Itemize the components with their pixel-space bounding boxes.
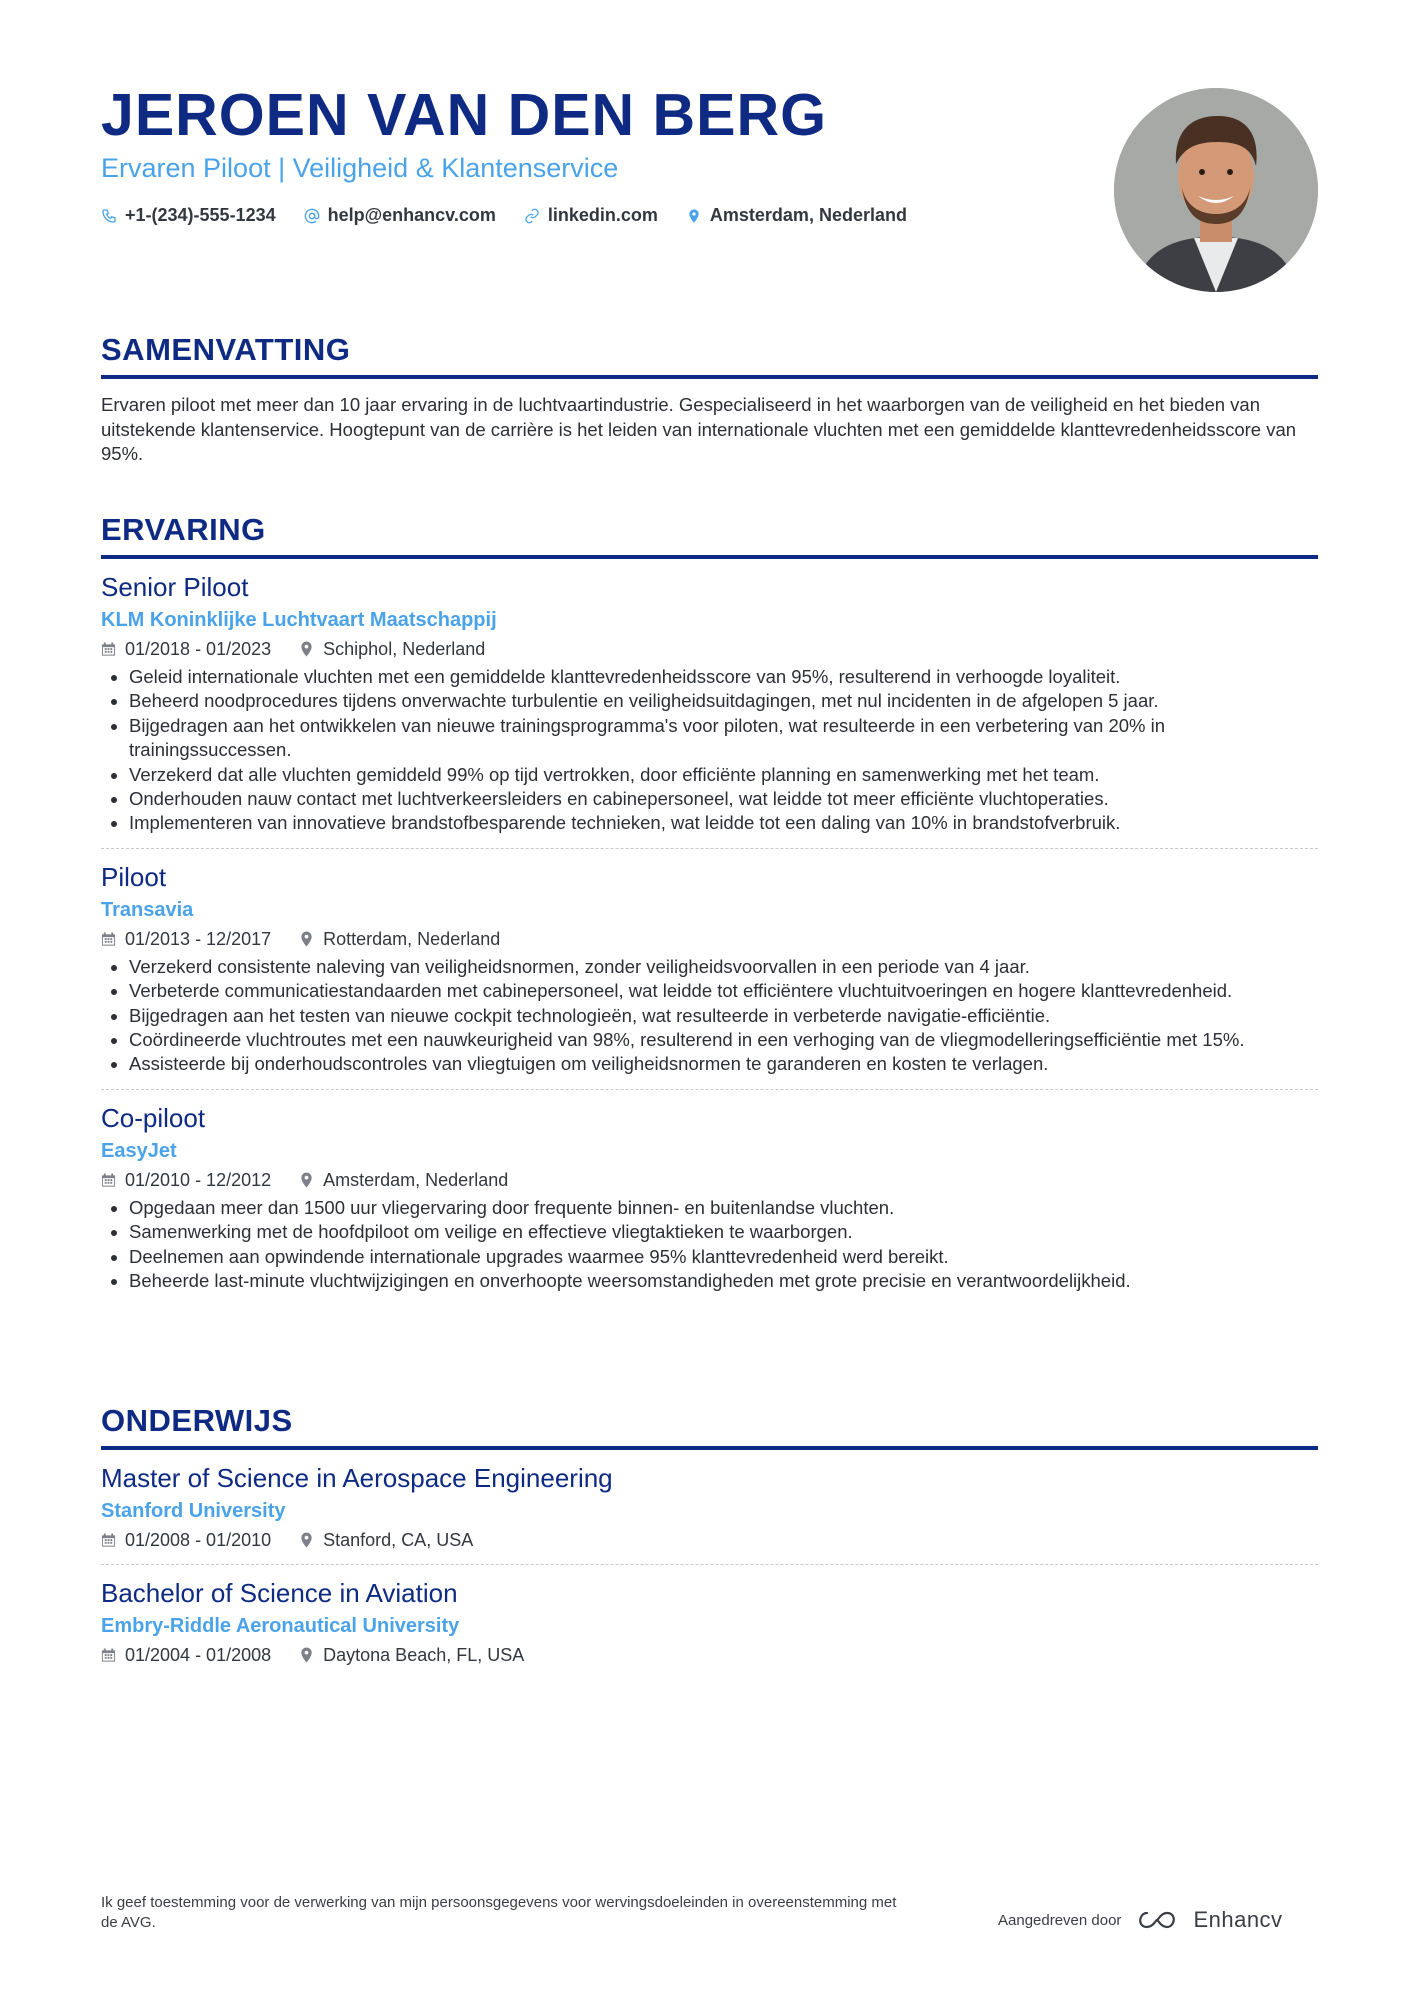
- experience-entry: [101, 1090, 1318, 1306]
- bullet-item: Verbeterde communicatiestandaarden met cabinepersoneel, wat leidde tot efficiëntere vluchtuitvoeringen en hogere klanttevredenheid.: [101, 979, 1318, 1003]
- job-bullets: [101, 955, 1318, 1077]
- job-location: [299, 1168, 508, 1192]
- bullet-item: Geleid internationale vluchten met een gemiddelde klanttevredenheidsscore van 95%, resulterend in verhoogde loyaliteit.: [101, 665, 1318, 689]
- job-dates-text: 01/2013 - 12/2017: [125, 928, 272, 949]
- job-location-text: Rotterdam, Nederland: [323, 928, 501, 949]
- job-bullets: [101, 665, 1318, 836]
- bullet-item: Bijgedragen aan het testen van nieuwe cockpit technologieën, wat resulteerde in verbeterde navigatie-efficiëntie.: [101, 1004, 1318, 1028]
- job-bullets: [101, 1196, 1318, 1294]
- section-title-education: ONDERWIJS: [101, 1405, 1318, 1450]
- calendar-icon: [101, 1647, 116, 1663]
- job-dates: [101, 927, 271, 951]
- summary-text: Ervaren piloot met meer dan 10 jaar ervaring in de luchtvaartindustrie. Gespecialiseerd in het waarborgen van de veiligheid en het bieden van uitstekende klantenservice. Hoogtepunt van de carrière is het leiden van internationale vluchten met een gemiddelde klanttevredenheidsscore van 95%.: [101, 394, 1297, 464]
- bullet-item: Assisteerde bij onderhoudscontroles van vliegtuigen om veiligheidsnormen te garanderen en kosten te verlagen.: [101, 1052, 1318, 1076]
- company-name: Transavia: [101, 898, 194, 921]
- education-entry: [101, 1450, 1318, 1565]
- company-name: EasyJet: [101, 1139, 177, 1162]
- job-dates-text: 01/2018 - 01/2023: [125, 639, 272, 659]
- education-dates: [101, 1528, 271, 1552]
- job-location-text: Amsterdam, Nederland: [323, 1169, 509, 1190]
- bullet-item: Verzekerd dat alle vluchten gemiddeld 99% op tijd vertrokken, door efficiënte planning en samenwerking met het team.: [101, 763, 1318, 787]
- resume-page: [101, 0, 1318, 1665]
- section-title-experience: ERVARING: [101, 514, 1318, 559]
- education-dates: [101, 1643, 271, 1667]
- candidate-name: JEROEN VAN DEN BERG: [101, 82, 828, 148]
- calendar-icon: [101, 1532, 116, 1548]
- bullet-item: Deelnemen aan opwindende internationale upgrades waarmee 95% klanttevredenheid werd bereikt.: [101, 1245, 1318, 1269]
- experience-section: [101, 514, 1318, 1306]
- profile-photo: [1114, 88, 1318, 292]
- education-section: [101, 1405, 1318, 1679]
- avatar-portrait-icon: [1114, 88, 1318, 292]
- education-entry: [101, 1565, 1318, 1679]
- job-location: [299, 637, 485, 661]
- school-name: Stanford University: [101, 1500, 286, 1522]
- at-sign-icon: [304, 208, 320, 224]
- contact-linkedin[interactable]: [524, 205, 658, 226]
- job-meta: [101, 637, 1318, 661]
- job-title: Senior Piloot: [101, 572, 249, 602]
- job-meta: [101, 927, 1318, 951]
- education-dates-text: 01/2004 - 01/2008: [125, 1645, 272, 1665]
- resume-header: [101, 0, 1318, 300]
- phone-icon: [101, 208, 117, 224]
- bullet-item: Opgedaan meer dan 1500 uur vliegervaring door frequente binnen- en buitenlandse vluchten.: [101, 1196, 1318, 1220]
- job-dates: [101, 1168, 271, 1192]
- calendar-icon: [101, 641, 116, 657]
- contact-location-text: Amsterdam, Nederland: [709, 205, 907, 225]
- bullet-item: Implementeren van innovatieve brandstofbesparende technieken, wat leidde tot een daling van 10% in brandstofverbruik.: [101, 811, 1318, 835]
- bullet-item: Onderhouden nauw contact met luchtverkeersleiders en cabinepersoneel, wat leidde tot meer efficiënte vluchtoperaties.: [101, 787, 1318, 811]
- job-location-text: Schiphol, Nederland: [323, 639, 486, 659]
- bullet-item: Beheerd noodprocedures tijdens onverwachte turbulentie en veiligheidsuitdagingen, met nul incidenten in de afgelopen 5 jaar.: [101, 689, 1318, 713]
- experience-entry: [101, 559, 1318, 849]
- education-meta: [101, 1528, 1318, 1552]
- job-title: Piloot: [101, 861, 167, 892]
- link-icon: [524, 208, 540, 224]
- company-name: KLM Koninklijke Luchtvaart Maatschappij: [101, 609, 497, 631]
- candidate-tagline: Ervaren Piloot | Veiligheid & Klantenservice: [101, 153, 619, 183]
- contact-email-text: help@enhancv.com: [327, 205, 496, 225]
- degree-title: Bachelor of Science in Aviation: [101, 1578, 458, 1608]
- education-location: [299, 1528, 473, 1552]
- bullet-item: Bijgedragen aan het ontwikkelen van nieuwe trainingsprogramma's voor piloten, wat resulteerde in een verbetering van 20% in trainingssuccessen.: [101, 714, 1318, 763]
- map-pin-icon: [299, 1647, 314, 1663]
- map-pin-icon: [299, 641, 314, 657]
- education-location: [299, 1643, 524, 1667]
- experience-entry: [101, 849, 1318, 1090]
- section-title-summary: SAMENVATTING: [101, 334, 1318, 379]
- footer-consent: Ik geef toestemming voor de verwerking van mijn persoonsgegevens voor wervingsdoeleinden in overeenstemming met de AVG.: [101, 1894, 897, 1931]
- contact-bar: [101, 205, 907, 226]
- calendar-icon: [101, 1172, 116, 1188]
- bullet-item: Samenwerking met de hoofdpiloot om veilige en effectieve vliegtaktieken te waarborgen.: [101, 1220, 1318, 1244]
- bullet-item: Beheerde last-minute vluchtwijzigingen en onverhoopte weersomstandigheden met grote precisie en verantwoordelijkheid.: [101, 1269, 1318, 1293]
- education-meta: [101, 1643, 1318, 1667]
- map-pin-icon: [686, 208, 702, 224]
- school-name: Embry-Riddle Aeronautical University: [101, 1615, 460, 1637]
- education-dates-text: 01/2008 - 01/2010: [125, 1530, 272, 1550]
- job-dates-text: 01/2010 - 12/2012: [125, 1169, 272, 1190]
- bullet-item: Coördineerde vluchtroutes met een nauwkeurigheid van 98%, resulterend in een verhoging van de vliegmodelleringsefficiëntie met 15%.: [101, 1028, 1318, 1052]
- job-location: [299, 927, 500, 951]
- education-location-text: Daytona Beach, FL, USA: [323, 1645, 525, 1665]
- brand-name: Enhancv: [1193, 1907, 1283, 1932]
- degree-title: Master of Science in Aerospace Engineering: [101, 1463, 613, 1493]
- contact-phone[interactable]: [101, 205, 276, 226]
- contact-phone-text: +1-(234)-555-1234: [125, 205, 276, 225]
- map-pin-icon: [299, 1532, 314, 1548]
- job-meta: [101, 1168, 1318, 1192]
- powered-by-label: Aangedreven door: [998, 1911, 1122, 1929]
- job-dates: [101, 637, 271, 661]
- contact-linkedin-text: linkedin.com: [547, 205, 658, 225]
- map-pin-icon: [299, 1172, 314, 1188]
- footer-brand[interactable]: [998, 1907, 1283, 1933]
- contact-email[interactable]: [304, 205, 496, 226]
- contact-location: [686, 205, 907, 226]
- job-title: Co-piloot: [101, 1102, 206, 1133]
- education-location-text: Stanford, CA, USA: [323, 1530, 474, 1550]
- enhancv-logo-icon: [1135, 1909, 1179, 1931]
- calendar-icon: [101, 931, 116, 947]
- bullet-item: Verzekerd consistente naleving van veiligheidsnormen, zonder veiligheidsvoorvallen in een periode van 4 jaar.: [101, 955, 1318, 979]
- map-pin-icon: [299, 931, 314, 947]
- summary-section: [101, 334, 1318, 467]
